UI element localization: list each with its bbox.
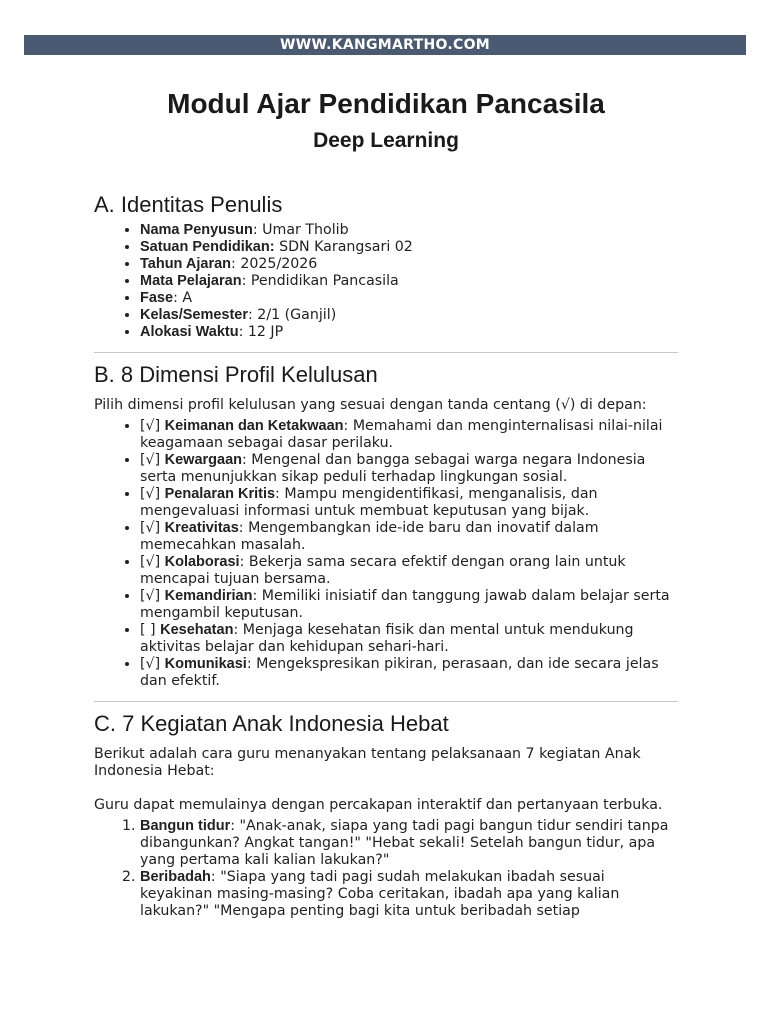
checkbox-mark: [√] <box>140 452 165 468</box>
item-desc: : Mengenal dan bangga sebagai warga negara Indonesia serta menunjukkan sikap peduli terhadap lingkungan sosial. <box>140 452 646 485</box>
list-item <box>140 818 678 869</box>
item-value: : Pendidikan Pancasila <box>241 273 399 289</box>
kegiatan-list <box>94 818 678 920</box>
item-desc: : Bekerja sama secara efektif dengan orang lain untuk mencapai tujuan bersama. <box>140 554 626 587</box>
document-title: Modul Ajar Pendidikan Pancasila <box>167 88 605 119</box>
section-b-heading: B. 8 Dimensi Profil Kelulusan <box>94 362 378 387</box>
list-item <box>140 324 678 341</box>
list-item <box>140 656 678 690</box>
section-dimensi-profil <box>94 361 678 690</box>
item-label: Kelas/Semester <box>140 307 249 323</box>
item-desc: : "Siapa yang tadi pagi sudah melakukan ibadah sesuai keyakinan masing-masing? Coba ceritakan, ibadah apa yang kalian lakukan?" "Mengapa penting bagi kita untuk beribadah setiap <box>140 869 620 919</box>
checkbox-mark: [√] <box>140 554 165 570</box>
item-desc: : Mampu mengidentifikasi, menganalisis, dan mengevaluasi informasi untuk membuat keputusan yang bijak. <box>140 486 598 519</box>
item-label: Nama Penyusun <box>140 222 253 238</box>
section-divider <box>94 701 678 702</box>
list-item <box>140 239 678 256</box>
section-a-heading: A. Identitas Penulis <box>94 192 283 217</box>
item-value: : 2/1 (Ganjil) <box>248 307 337 323</box>
item-desc: : Memiliki inisiatif dan tanggung jawab dalam belajar serta mengambil keputusan. <box>140 588 670 621</box>
item-label: Bangun tidur <box>140 818 231 834</box>
item-label: Beribadah <box>140 869 211 885</box>
item-label: Satuan Pendidikan: <box>140 239 275 255</box>
item-label: Kesehatan <box>160 622 234 638</box>
item-label: Keimanan dan Ketakwaan <box>164 418 344 434</box>
item-label: Kreativitas <box>164 520 239 536</box>
item-label: Kewargaan <box>164 452 242 468</box>
site-banner: WWW.KANGMARTHO.COM <box>24 35 746 55</box>
checkbox-mark: [√] <box>140 588 165 604</box>
document-subtitle: Deep Learning <box>313 129 459 152</box>
list-item <box>140 486 678 520</box>
item-value: : Umar Tholib <box>252 222 349 238</box>
section-c-intro: Berikut adalah cara guru menanyakan tentang pelaksanaan 7 kegiatan Anak Indonesia Hebat: <box>94 746 641 779</box>
section-identitas <box>94 191 678 341</box>
checkbox-mark: [ ] <box>140 622 161 638</box>
document-body <box>94 84 678 920</box>
section-c-intro-2: Guru dapat memulainya dengan percakapan interaktif dan pertanyaan terbuka. <box>94 797 663 813</box>
item-desc: : Menjaga kesehatan fisik dan mental untuk mendukung aktivitas belajar dan kehidupan sehari-hari. <box>140 622 634 655</box>
list-item <box>140 554 678 588</box>
list-item <box>140 588 678 622</box>
item-label: Penalaran Kritis <box>164 486 276 502</box>
list-item <box>140 418 678 452</box>
item-label: Komunikasi <box>164 656 247 672</box>
section-c-heading: C. 7 Kegiatan Anak Indonesia Hebat <box>94 711 449 736</box>
item-desc: : Memahami dan menginternalisasi nilai-nilai keagamaan sebagai dasar perilaku. <box>140 418 663 451</box>
list-item <box>140 222 678 239</box>
item-desc: : Mengembangkan ide-ide baru dan inovatif dalam memecahkan masalah. <box>140 520 599 553</box>
checkbox-mark: [√] <box>140 656 165 672</box>
item-label: Tahun Ajaran <box>140 256 232 272</box>
dimensi-list <box>94 418 678 690</box>
list-item <box>140 869 678 920</box>
item-value: : A <box>173 290 193 306</box>
item-label: Kolaborasi <box>164 554 240 570</box>
list-item <box>140 307 678 324</box>
item-value: : 2025/2026 <box>231 256 318 272</box>
item-label: Alokasi Waktu <box>140 324 239 340</box>
item-label: Mata Pelajaran <box>140 273 242 289</box>
item-label: Fase <box>140 290 174 306</box>
item-desc: : Mengekspresikan pikiran, perasaan, dan ide secara jelas dan efektif. <box>140 656 659 689</box>
list-item <box>140 622 678 656</box>
item-value: : 12 JP <box>238 324 284 340</box>
checkbox-mark: [√] <box>140 486 165 502</box>
list-item <box>140 256 678 273</box>
identitas-list <box>94 222 678 341</box>
list-item <box>140 520 678 554</box>
section-b-intro: Pilih dimensi profil kelulusan yang sesuai dengan tanda centang (√) di depan: <box>94 397 647 413</box>
list-item <box>140 290 678 307</box>
item-label: Kemandirian <box>164 588 253 604</box>
section-divider <box>94 352 678 353</box>
checkbox-mark: [√] <box>140 520 165 536</box>
checkbox-mark: [√] <box>140 418 165 434</box>
item-desc: : "Anak-anak, siapa yang tadi pagi bangun tidur sendiri tanpa dibangunkan? Angkat tangan!" "Hebat sekali! Setelah bangun tidur, apa yang pertama kali kalian lakukan?" <box>140 818 669 868</box>
list-item <box>140 452 678 486</box>
list-item <box>140 273 678 290</box>
item-value: SDN Karangsari 02 <box>274 239 413 255</box>
section-kegiatan <box>94 710 678 920</box>
